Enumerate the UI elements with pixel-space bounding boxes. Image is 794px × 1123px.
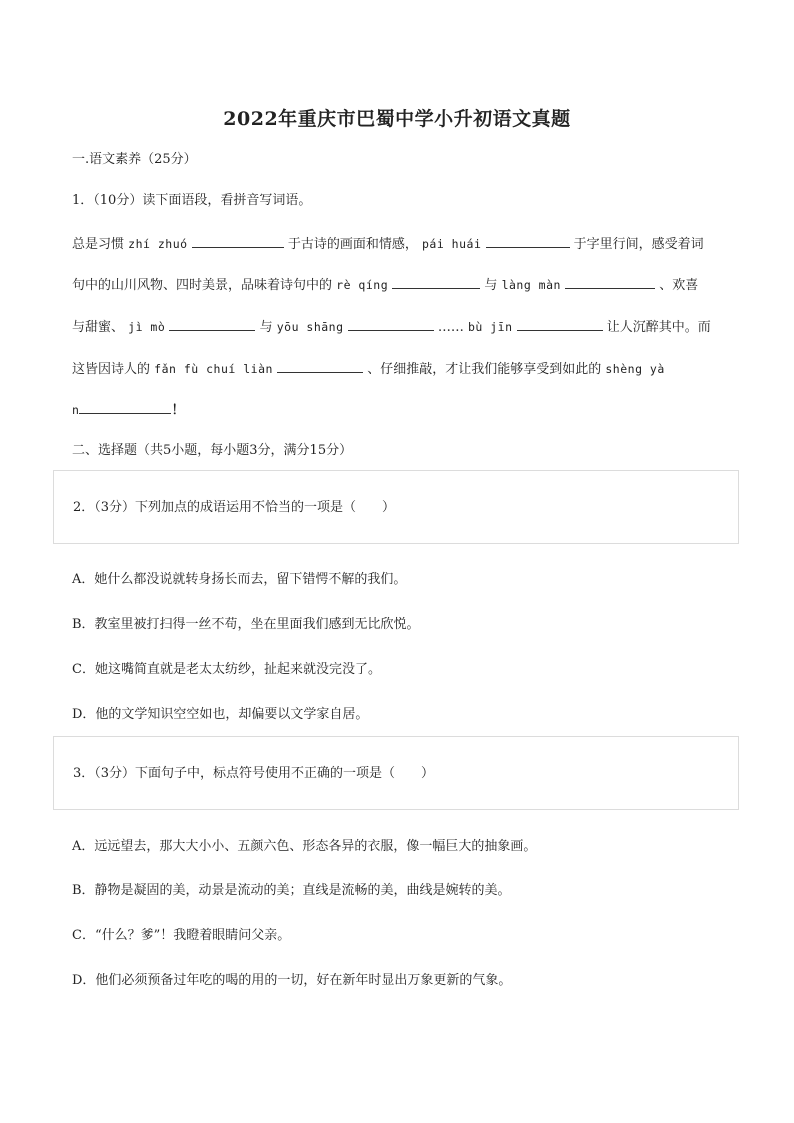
section2-heading: 二、选择题（共5小题，每小题3分，满分15分）: [72, 443, 353, 458]
q1-line-2: [72, 274, 698, 296]
q1-line-5: [72, 399, 184, 421]
pinyin: zhí zhuó: [128, 237, 188, 251]
q3-stem: 3．（3分）下面句子中，标点符号使用不正确的一项是（ ）: [73, 766, 435, 781]
text: 、欢喜: [659, 278, 699, 293]
text: 、仔细推敲，才让我们能够享受到如此的: [367, 362, 602, 377]
pinyin: yōu shāng: [276, 320, 344, 334]
q1-line-4: [72, 358, 665, 380]
q2-option-b[interactable]: B．教室里被打扫得一丝不苟，坐在里面我们感到无比欣悦。: [72, 617, 420, 632]
pinyin: pái huái: [421, 237, 482, 251]
text: 句中的山川风物、四时美景，品味着诗句中的: [72, 278, 333, 293]
q2-option-d[interactable]: D．他的文学知识空空如也，却偏要以文学家自居。: [72, 707, 369, 722]
text: 这皆因诗人的: [72, 362, 151, 377]
text: 让人沉醉其中。而: [606, 320, 711, 335]
answer-blank[interactable]: [348, 316, 434, 331]
pinyin: rè qíng: [336, 278, 389, 292]
question-2-box: [53, 470, 739, 544]
answer-blank[interactable]: [486, 233, 570, 248]
answer-blank[interactable]: [392, 274, 480, 289]
document-title: 2022年重庆市巴蜀中学小升初语文真题: [223, 108, 571, 130]
answer-blank[interactable]: [565, 274, 655, 289]
q3-option-d[interactable]: D．他们必须预备过年吃的喝的用的一切，好在新年时显出万象更新的气象。: [72, 973, 512, 988]
text: 与甜蜜、: [72, 320, 125, 335]
text: 于古诗的画面和情感，: [287, 237, 418, 252]
pinyin: fǎn fù chuí liàn: [154, 362, 273, 376]
q3-option-b[interactable]: B．静物是凝固的美，动景是流动的美；直线是流畅的美，曲线是婉转的美。: [72, 883, 511, 898]
q2-option-a[interactable]: A．她什么都没说就转身扬长而去，留下错愕不解的我们。: [72, 572, 407, 587]
pinyin: n: [72, 403, 80, 417]
text: 与: [484, 278, 498, 293]
pinyin: jì mò: [128, 320, 166, 334]
pinyin: làng màn: [501, 278, 561, 292]
answer-blank[interactable]: [192, 233, 284, 248]
answer-blank[interactable]: [517, 316, 603, 331]
text: ！: [171, 403, 185, 418]
q2-option-c[interactable]: C．她这嘴简直就是老太太纺纱，扯起来就没完没了。: [72, 662, 381, 677]
q3-option-c[interactable]: C．“什么？爹”！我瞪着眼睛问父亲。: [72, 928, 291, 943]
answer-blank[interactable]: [169, 316, 255, 331]
q1-line-1: [72, 233, 704, 255]
question-3-box: [53, 736, 739, 810]
pinyin: bù jīn: [467, 320, 513, 334]
q1-line-3: [72, 316, 711, 338]
text: 与: [259, 320, 273, 335]
q1-stem: 1．（10分）读下面语段，看拼音写词语。: [72, 193, 312, 208]
answer-blank[interactable]: [79, 399, 171, 414]
q3-option-a[interactable]: A．远远望去，那大大小小、五颜六色、形态各异的衣服，像一幅巨大的抽象画。: [72, 839, 537, 854]
text: ……: [437, 320, 464, 335]
pinyin: shèng yà: [605, 362, 665, 376]
text: 于字里行间，感受着词: [573, 237, 704, 252]
section1-heading: 一.语文素养（25分）: [72, 152, 197, 167]
text: 总是习惯: [72, 237, 125, 252]
q2-stem: 2．（3分）下列加点的成语运用不恰当的一项是（ ）: [73, 500, 396, 515]
answer-blank[interactable]: [277, 358, 363, 373]
